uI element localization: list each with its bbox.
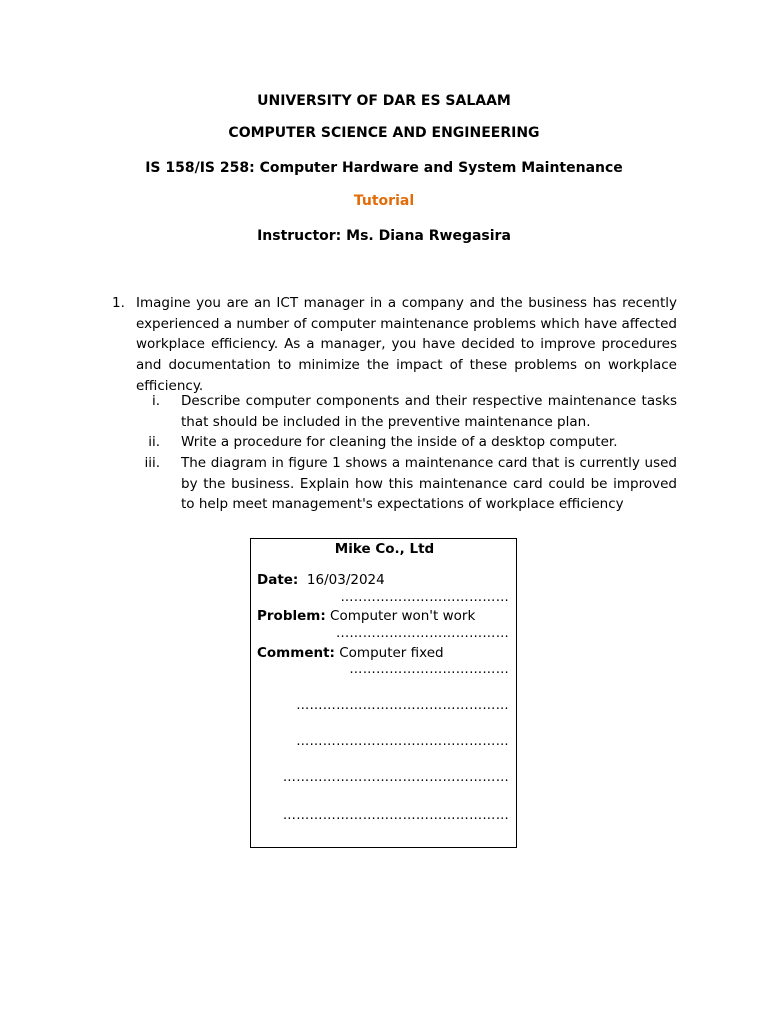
- question-text: Imagine you are an ICT manager in a company and the business has recently experienced a number of computer maintenance problems which have affected workplace efficiency. As a manager, you have decided to improve procedures and documentation to minimize the impact of these problems on workplace efficiency.: [136, 295, 677, 394]
- blank-dotted-line: ……………………………………………: [282, 771, 509, 785]
- comment-value: Computer fixed: [339, 645, 444, 661]
- blank-dotted-line: …………………………………………: [296, 735, 509, 749]
- instructor-line: Instructor: Ms. Diana Rwegasira: [257, 228, 511, 244]
- date-dotted-line: …..……………………………: [340, 591, 509, 605]
- subitem-text: Describe computer components and their respective maintenance tasks that should be included in the preventive maintenance plan.: [181, 393, 677, 430]
- course-title: IS 158/IS 258: Computer Hardware and System Maintenance: [145, 160, 623, 176]
- tutorial-heading: Tutorial: [353, 193, 415, 209]
- comment-dotted-line: ………………………………: [349, 663, 509, 677]
- problem-dotted-line: ...………………………………: [336, 627, 509, 641]
- card-title: Mike Co., Ltd: [334, 541, 435, 557]
- subitem-number: i.: [151, 393, 160, 409]
- question-number: 1.: [112, 295, 125, 311]
- comment-label: Comment:: [257, 645, 335, 661]
- card-date-row: [257, 571, 385, 589]
- subitem-text: Write a procedure for cleaning the inside of a desktop computer.: [181, 434, 618, 450]
- maintenance-card: [250, 538, 517, 848]
- blank-dotted-line: ……………………………………………: [282, 809, 509, 823]
- university-title: UNIVERSITY OF DAR ES SALAAM: [257, 93, 511, 109]
- blank-dotted-line: …………………………………………: [296, 699, 509, 713]
- date-value: 16/03/2024: [306, 572, 385, 588]
- department-title: COMPUTER SCIENCE AND ENGINEERING: [228, 125, 540, 141]
- subitem-text: The diagram in figure 1 shows a maintenance card that is currently used by the business. Explain how this maintenance card could be improved to help meet management's expectations of workplace efficiency: [181, 455, 677, 513]
- card-problem-row: [257, 607, 475, 625]
- problem-value: Computer won't work: [330, 608, 476, 624]
- card-comment-row: [257, 644, 444, 662]
- problem-label: Problem:: [257, 608, 326, 624]
- subitem-number: ii.: [148, 434, 160, 450]
- date-label: Date:: [257, 572, 299, 588]
- subitem-number: iii.: [144, 455, 160, 471]
